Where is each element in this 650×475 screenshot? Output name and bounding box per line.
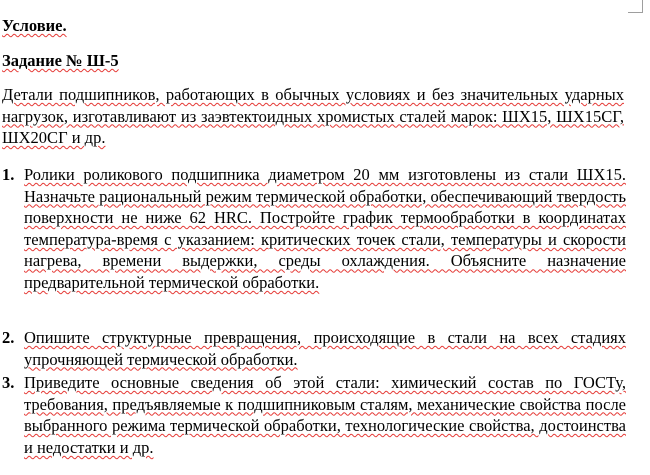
- list-item-number: 3.: [2, 373, 15, 392]
- list-item: [0, 327, 626, 370]
- intro-paragraph: Детали подшипников, работающих в обычных условиях и без значительных ударных нагрузок, изготавливают из заэвтектоидных хромистых сталей марок: ШХ15, ШХ15СГ, ШХ20СГ и др.: [2, 85, 624, 148]
- list-item: [0, 164, 626, 294]
- page-corner-mark: [628, 0, 643, 13]
- list-item-text: Приведите основные сведения об этой стали: химический состав по ГОСТу, требования, предъявляемые к подшипниковым сталям, механические свойства после выбранного режима термической обработки, технологические свойства, достоинства и недостатки и др.: [24, 373, 626, 457]
- list-item-text: Ролики роликового подшипника диаметром 20 мм изготовлены из стали ШХ15. Назначьте рациональный режим термической обработки, обеспечивающий твердость поверхности не ниже 62 HRC. Постройте график термообработки в координатах температура-время с указанием: критических точек стали, температуры и скорости нагрева, времени выдержки, среды охлаждения. Объясните назначение предварительной термической обработки.: [24, 165, 626, 292]
- list-item: [0, 372, 626, 458]
- list-item-number: 1.: [2, 165, 15, 184]
- task-heading: Задание № Ш-5: [2, 51, 119, 70]
- list-item-text: Опишите структурные превращения, происходящие в стали на всех стадиях упрочняющей термической обработки.: [24, 328, 626, 369]
- condition-heading: Условие.: [2, 16, 67, 35]
- list-item-number: 2.: [2, 328, 15, 347]
